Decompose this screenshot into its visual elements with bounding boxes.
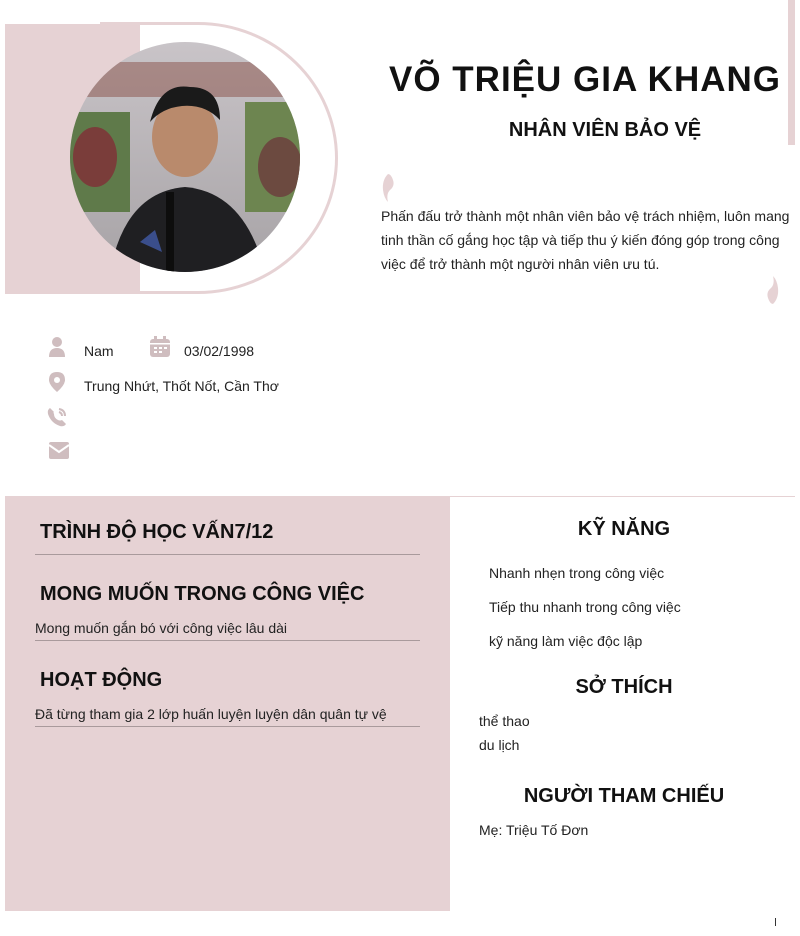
phone-icon [46, 406, 68, 428]
skill-item: Tiếp thu nhanh trong công việc [489, 599, 681, 615]
career-objective: Phấn đấu trở thành một nhân viên bảo vệ trách nhiệm, luôn mang tinh thần cố gắng học tập và tiếp thu ý kiến đóng góp trong công việc để trở thành một người nhân viên ưu tú. [381, 208, 790, 272]
skill-item: kỹ năng làm việc độc lập [489, 633, 643, 649]
email-icon [48, 441, 70, 463]
calendar-icon [149, 336, 171, 358]
goals-text: Mong muốn gắn bó với công việc lâu dài [35, 620, 287, 636]
hobbies-title: SỞ THÍCH [575, 676, 673, 698]
activities-divider [35, 726, 420, 727]
activities-text: Đã từng tham gia 2 lớp huấn luyện luyện dân quân tự vệ [35, 706, 387, 722]
goals-divider [35, 640, 420, 641]
job-title: NHÂN VIÊN BẢO VỆ [508, 119, 702, 141]
references-title: NGƯỜI THAM CHIẾU [523, 785, 725, 807]
quote-open-icon [380, 172, 396, 204]
avatar [70, 42, 300, 272]
location-pin-icon [46, 371, 68, 393]
candidate-name: VÕ TRIỆU GIA KHANG [389, 60, 781, 99]
education-divider [35, 554, 420, 555]
address-value: Trung Nhứt, Thốt Nốt, Cần Thơ [84, 378, 279, 394]
right-top-divider [450, 496, 795, 497]
hobby-item: thể thao [479, 713, 530, 729]
quote-close-icon [765, 274, 781, 306]
page-edge-tick [775, 918, 776, 926]
skills-title: KỸ NĂNG [577, 518, 671, 540]
left-info-panel [5, 496, 450, 911]
gender-value: Nam [84, 343, 114, 359]
skill-item: Nhanh nhẹn trong công việc [489, 565, 665, 581]
hobby-item: du lịch [479, 737, 520, 753]
activities-title: HOẠT ĐỘNG [40, 669, 163, 691]
user-icon [46, 336, 68, 358]
reference-text: Mẹ: Triệu Tố Đơn [479, 822, 589, 838]
education-title: TRÌNH ĐỘ HỌC VẤN7/12 [40, 521, 274, 543]
birthdate-value: 03/02/1998 [184, 343, 255, 359]
goals-title: MONG MUỐN TRONG CÔNG VIỆC [40, 583, 365, 605]
